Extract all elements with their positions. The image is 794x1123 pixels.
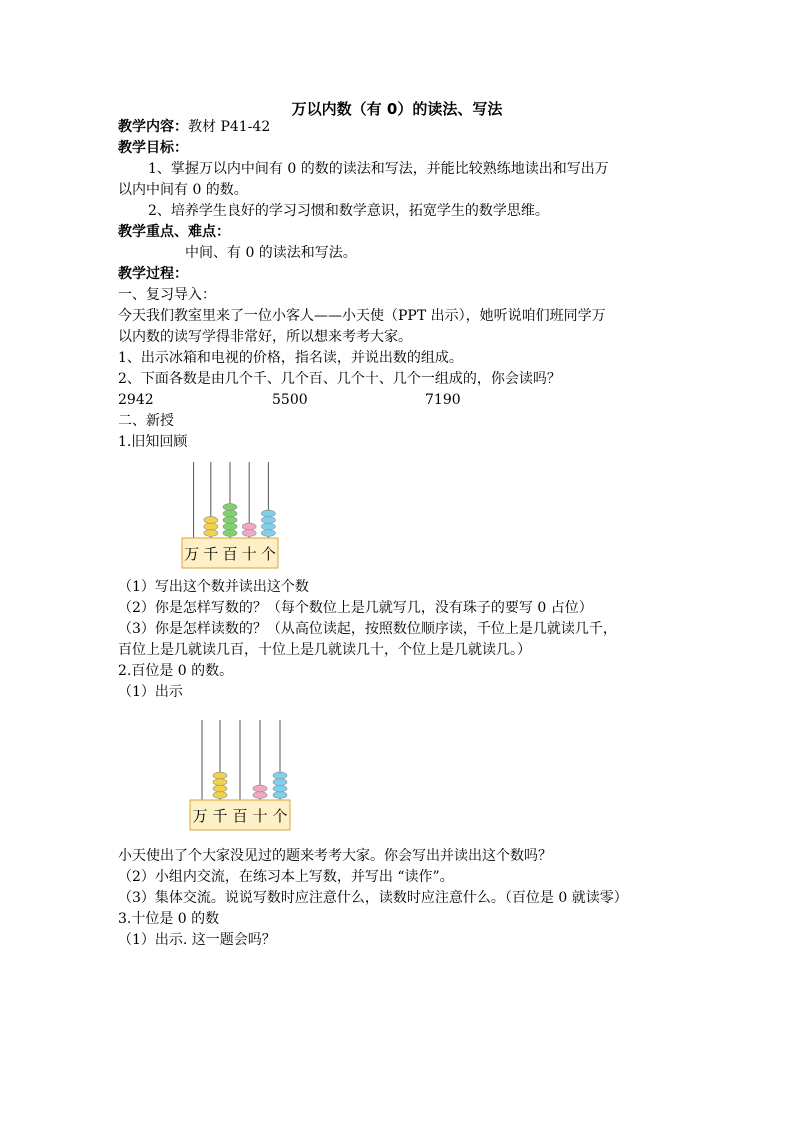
goal2-line: 2、培养学生良好的学习习惯和数学意识，拓宽学生的数学思维。	[148, 203, 549, 219]
abacus-2-bead-1-3	[213, 772, 227, 779]
abacus-1-label-3: 十	[241, 545, 257, 563]
process-label: 教学过程：	[118, 266, 188, 282]
abacus-1-label-1: 千	[203, 545, 219, 563]
abacus-1-label-2: 百	[222, 545, 238, 563]
abacus-2-label-1: 千	[212, 807, 228, 825]
review-item1: 1、出示冰箱和电视的价格，指名读，并说出数的组成。	[118, 350, 463, 366]
section2-heading: 二、新授	[118, 413, 174, 429]
abacus-2-figure	[188, 718, 292, 834]
part2-question-2: （2）小组内交流，在练习本上写数，并写出 “读作”。	[118, 869, 454, 885]
abacus-1-bead-4-1	[261, 523, 275, 530]
intro-line2: 以内数的读写学得非常好，所以想来考考大家。	[118, 329, 412, 345]
abacus-2-bead-4-0	[273, 792, 287, 799]
abacus-2-bead-1-2	[213, 779, 227, 786]
angel-question: 小天使出了个大家没见过的题来考考大家。你会写出并读出这个数吗？	[118, 848, 552, 864]
part1-heading: 1.旧知回顾	[118, 434, 188, 450]
abacus-2-label-4: 个	[272, 807, 288, 825]
intro-line1: 今天我们教室里来了一位小客人——小天使（PPT 出示），她听说咱们班同学万	[118, 308, 606, 324]
part3-question-1: （1）出示. 这一题会吗？	[118, 932, 276, 948]
abacus-1-label-0: 万	[184, 545, 200, 563]
part2-question-1: （1）出示	[118, 684, 183, 700]
goals-label: 教学目标：	[118, 140, 188, 156]
abacus-1-bead-3-1	[242, 523, 256, 530]
question-3-line2: 百位上是几就读几百，十位上是几就读几十，个位上是几就读几。）	[118, 642, 531, 658]
number-3: 7190	[425, 392, 461, 408]
abacus-1-bead-1-0	[204, 530, 218, 537]
abacus-2	[188, 718, 292, 834]
abacus-2-bead-4-3	[273, 772, 287, 779]
review-item2: 2、下面各数是由几个千、几个百、几个十、几个一组成的，你会读吗？	[118, 371, 561, 387]
keypoints-label: 教学重点、难点：	[118, 224, 230, 240]
part2-heading: 2.百位是 0 的数。	[118, 663, 234, 679]
abacus-1-bead-3-0	[242, 530, 256, 537]
goal1-line2: 以内中间有 0 的数。	[118, 182, 248, 198]
abacus-2-bead-1-1	[213, 785, 227, 792]
part3-heading: 3.十位是 0 的数	[118, 911, 220, 927]
abacus-1-bead-2-3	[223, 510, 237, 517]
abacus-2-bead-3-1	[253, 785, 267, 792]
abacus-2-bead-3-0	[253, 792, 267, 799]
abacus-1-figure	[180, 460, 280, 572]
abacus-2-label-3: 十	[252, 807, 268, 825]
abacus-2-bead-4-2	[273, 779, 287, 786]
page-title: 万以内数（有 0）的读法、写法	[291, 100, 503, 118]
abacus-1-bead-2-0	[223, 530, 237, 537]
content-line	[118, 117, 270, 138]
question-2: （2）你是怎样写数的？（每个数位上是几就写几，没有珠子的要写 0 占位）	[118, 600, 593, 616]
abacus-1-bead-1-2	[204, 517, 218, 524]
question-3-line1: （3）你是怎样读数的？（从高位读起，按照数位顺序读，千位上是几就读几千，	[118, 621, 617, 637]
abacus-1-bead-4-3	[261, 510, 275, 517]
part2-question-3: （3）集体交流。说说写数时应注意什么，读数时应注意什么。（百位是 0 就读零）	[118, 890, 628, 906]
abacus-1-bead-4-0	[261, 530, 275, 537]
abacus-2-label-0: 万	[192, 807, 208, 825]
section1-heading: 一、复习导入：	[118, 287, 216, 303]
abacus-1-bead-2-1	[223, 523, 237, 530]
question-1: （1）写出这个数并读出这个数	[118, 579, 309, 595]
content-label: 教学内容：	[118, 119, 188, 135]
abacus-1-bead-2-4	[223, 504, 237, 511]
abacus-1	[180, 460, 280, 572]
abacus-1-bead-4-2	[261, 517, 275, 524]
number-1: 2942	[118, 392, 154, 408]
abacus-1-bead-2-2	[223, 517, 237, 524]
keypoints-value: 中间、有 0 的读法和写法。	[185, 245, 357, 261]
abacus-1-label-4: 个	[260, 545, 276, 563]
content-value: 教材 P41-42	[188, 119, 271, 135]
abacus-1-bead-1-1	[204, 523, 218, 530]
number-2: 5500	[272, 392, 308, 408]
abacus-2-bead-4-1	[273, 785, 287, 792]
goal1-line1: 1、掌握万以内中间有 0 的数的读法和写法，并能比较熟练地读出和写出万	[148, 161, 609, 177]
abacus-2-bead-1-0	[213, 792, 227, 799]
abacus-2-label-2: 百	[232, 807, 248, 825]
